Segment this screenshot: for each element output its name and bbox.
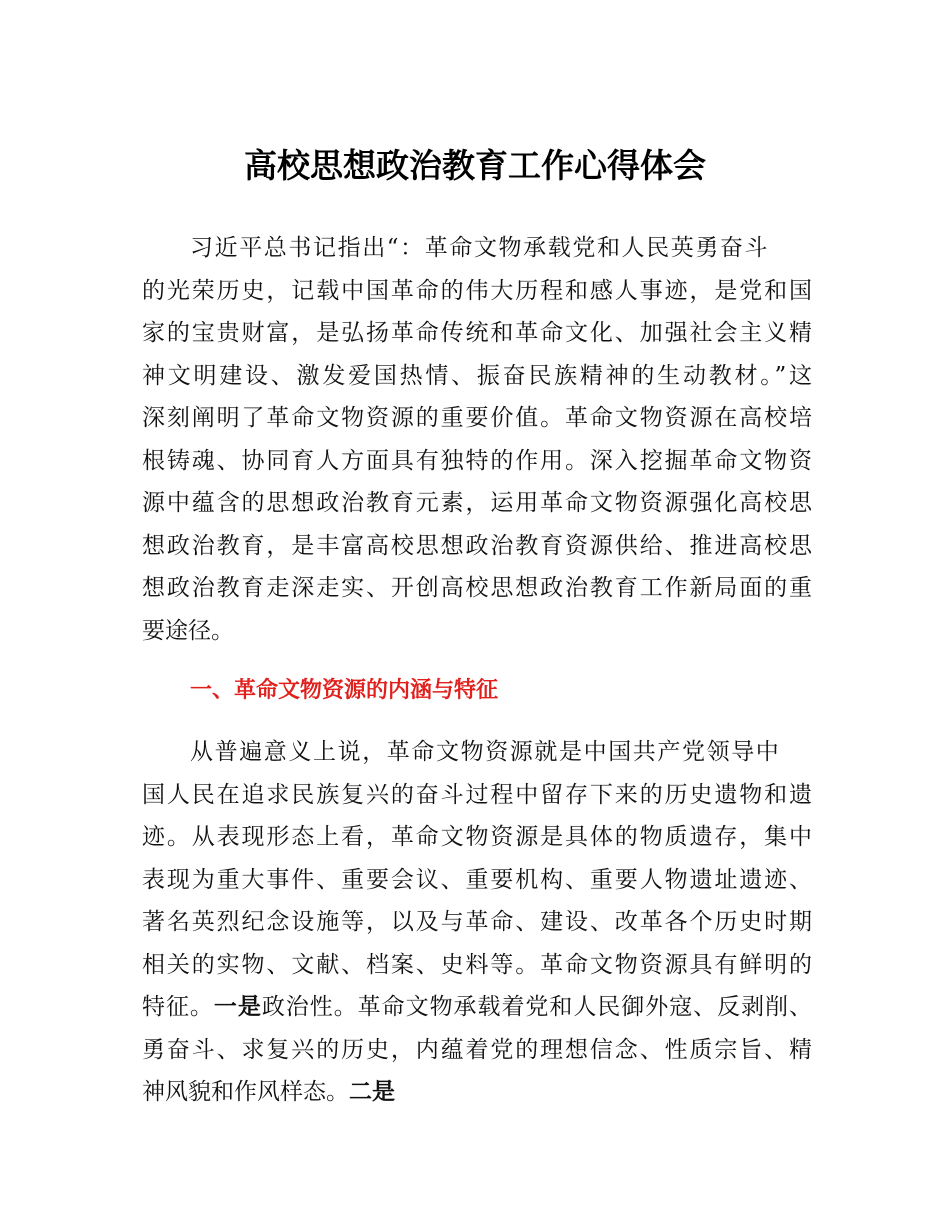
paragraph-line: 表现为重大事件、重要会议、重要机构、重要人物遗址遗迹、: [142, 866, 812, 893]
paragraph-line: 的光荣历史，记载中国革命的伟大历程和感人事迹，是党和国: [142, 277, 812, 304]
section-heading: 一、革命文物资源的内涵与特征: [190, 678, 499, 703]
paragraph-line: 想政治教育走深走实、开创高校思想政治教育工作新局面的重: [142, 575, 812, 601]
emphasis-text: 一是: [213, 993, 262, 1020]
paragraph-line: 要途径。: [142, 617, 234, 644]
paragraph-line: 习近平总书记指出“：革命文物承载党和人民英勇奋斗: [190, 235, 770, 261]
paragraph-line: 国人民在追求民族复兴的奋斗过程中留存下来的历史遗物和遗: [142, 781, 812, 808]
paragraph-line: 根铸魂、协同育人方面具有独特的作用。深入挖掘革命文物资: [142, 447, 812, 474]
line-text: 政治性。革命文物承载着党和人民御外寇、反剥削、: [261, 994, 813, 1020]
paragraph-line: 迹。从表现形态上看，革命文物资源是具体的物质遗存，集中: [142, 824, 812, 850]
paragraph-line: 源中蕴含的思想政治教育元素，运用革命文物资源强化高校思: [142, 490, 812, 516]
line-text: 特征。: [142, 994, 214, 1020]
paragraph-line: 相关的实物、文献、档案、史料等。革命文物资源具有鲜明的: [142, 951, 812, 978]
paragraph-line: 深刻阐明了革命文物资源的重要价值。革命文物资源在高校培: [142, 405, 812, 431]
paragraph-line: 家的宝贵财富，是弘扬革命传统和革命文化、加强社会主义精: [142, 320, 812, 346]
paragraph-line: 勇奋斗、求复兴的历史，内蕴着党的理想信念、性质宗旨、精: [142, 1036, 812, 1063]
paragraph-line: 著名英烈纪念设施等，以及与革命、建设、改革各个历史时期: [142, 909, 812, 935]
emphasis-text: 二是: [349, 1078, 395, 1105]
paragraph-line: 神文明建设、激发爱国热情、振奋民族精神的生动教材。”这: [142, 362, 812, 389]
page-title: 高校思想政治教育工作心得体会: [244, 146, 706, 185]
paragraph-line: 想政治教育，是丰富高校思想政治教育资源供给、推进高校思: [142, 532, 812, 559]
line-text: 神风貌和作风样态。: [142, 1079, 349, 1105]
paragraph-line: [142, 1071, 812, 1114]
section-paragraph: [142, 731, 812, 1114]
paragraph-line: 从普遍意义上说，革命文物资源就是中国共产党领导中: [190, 739, 781, 765]
intro-paragraph: [142, 227, 812, 652]
paragraph-line: [142, 986, 812, 1029]
